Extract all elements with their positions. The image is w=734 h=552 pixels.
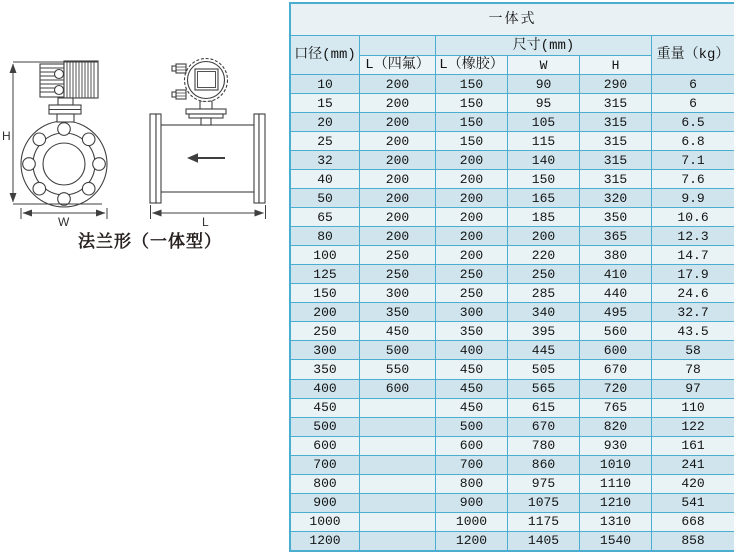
table-cell: 800 [291,474,360,493]
table-cell: 200 [508,227,580,246]
table-cell: 765 [580,398,652,417]
table-cell: 58 [652,341,734,360]
table-cell: 700 [436,455,508,474]
table-cell: 110 [652,398,734,417]
table-cell: 12.3 [652,227,734,246]
table-cell: 600 [436,436,508,455]
table-cell: 150 [436,113,508,132]
table-cell: 200 [360,75,436,94]
spec-table [290,3,734,551]
table-cell: 560 [580,322,652,341]
table-cell [360,493,436,512]
table-row [291,436,734,455]
flowmeter-diagram [0,0,285,260]
table-cell: 200 [360,170,436,189]
table-row [291,170,734,189]
table-cell: 670 [580,360,652,379]
header-diameter: 口径(mm) [291,36,360,75]
table-cell: 161 [652,436,734,455]
table-cell [360,531,436,550]
table-row [291,113,734,132]
table-cell: 505 [508,360,580,379]
table-cell: 600 [580,341,652,360]
table-title: 一体式 [291,4,734,36]
table-cell: 700 [291,455,360,474]
table-row [291,322,734,341]
table-row [291,284,734,303]
table-row [291,151,734,170]
table-cell: 14.7 [652,246,734,265]
table-row [291,360,734,379]
table-cell: 20 [291,113,360,132]
table-cell: 600 [291,436,360,455]
table-cell: 97 [652,379,734,398]
table-cell: 780 [508,436,580,455]
table-cell: 200 [436,189,508,208]
transmitter-head-side [172,59,228,126]
table-cell: 185 [508,208,580,227]
spec-table-body [291,4,734,551]
bolt-holes [23,123,106,206]
table-cell: 1010 [580,455,652,474]
table-cell: 541 [652,493,734,512]
table-cell: 320 [580,189,652,208]
header-l-rubber: L（橡胶） [436,56,508,75]
table-cell: 200 [436,246,508,265]
table-cell: 800 [436,474,508,493]
table-cell: 1000 [291,512,360,531]
table-cell: 975 [508,474,580,493]
table-cell: 1000 [436,512,508,531]
table-row [291,474,734,493]
table-cell: 450 [360,322,436,341]
table-cell: 200 [360,151,436,170]
table-cell: 668 [652,512,734,531]
table-cell: 200 [360,189,436,208]
table-cell: 6 [652,75,734,94]
table-cell: 350 [360,303,436,322]
table-cell: 1540 [580,531,652,550]
table-cell: 350 [291,360,360,379]
transmitter-head-front [40,61,98,122]
table-cell: 200 [360,132,436,151]
table-cell [360,398,436,417]
table-cell [360,474,436,493]
table-cell: 250 [436,265,508,284]
table-cell: 670 [508,417,580,436]
table-cell [360,417,436,436]
table-row [291,493,734,512]
table-cell: 65 [291,208,360,227]
table-cell: 200 [360,227,436,246]
table-cell: 300 [360,284,436,303]
table-cell [360,512,436,531]
front-view [2,61,107,229]
table-cell: 200 [436,151,508,170]
table-row [291,341,734,360]
table-cell: 250 [508,265,580,284]
table-cell: 200 [436,227,508,246]
table-cell: 25 [291,132,360,151]
spec-table-container [289,2,734,552]
table-cell: 7.1 [652,151,734,170]
table-cell: 300 [291,341,360,360]
table-cell: 200 [360,113,436,132]
table-cell: 600 [360,379,436,398]
table-cell: 720 [580,379,652,398]
table-row [291,227,734,246]
h-dimension-label: H [2,129,11,143]
table-cell: 1405 [508,531,580,550]
table-cell: 450 [436,379,508,398]
table-cell: 1210 [580,493,652,512]
table-cell: 350 [580,208,652,227]
table-cell: 165 [508,189,580,208]
table-cell: 24.6 [652,284,734,303]
table-cell: 250 [291,322,360,341]
table-row [291,132,734,151]
table-cell: 95 [508,94,580,113]
table-cell: 615 [508,398,580,417]
table-cell: 1075 [508,493,580,512]
table-cell: 6.5 [652,113,734,132]
table-cell: 32.7 [652,303,734,322]
l-dimension-label: L [202,215,209,229]
table-cell: 125 [291,265,360,284]
table-cell: 450 [436,398,508,417]
header-h: H [580,56,652,75]
w-dimension-label: W [58,215,70,229]
table-cell: 315 [580,132,652,151]
table-cell: 380 [580,246,652,265]
table-cell: 1200 [291,531,360,550]
table-cell: 7.6 [652,170,734,189]
table-cell: 32 [291,151,360,170]
header-size: 尺寸(mm) [436,36,652,56]
table-cell: 290 [580,75,652,94]
header-empty [360,36,436,56]
table-cell: 10 [291,75,360,94]
table-cell: 858 [652,531,734,550]
header-l-ptfe: L（四氟） [360,56,436,75]
table-cell: 80 [291,227,360,246]
table-cell: 500 [436,417,508,436]
table-cell: 200 [436,208,508,227]
table-cell: 78 [652,360,734,379]
table-cell: 1310 [580,512,652,531]
header-weight: 重量（kg） [652,36,734,75]
table-cell: 105 [508,113,580,132]
table-cell: 550 [360,360,436,379]
table-cell: 400 [291,379,360,398]
table-row [291,94,734,113]
table-cell [360,455,436,474]
table-cell: 150 [508,170,580,189]
table-cell: 9.9 [652,189,734,208]
table-cell: 350 [436,322,508,341]
table-cell: 200 [436,170,508,189]
table-row [291,398,734,417]
table-cell: 315 [580,113,652,132]
table-title-row [291,4,734,36]
table-cell: 241 [652,455,734,474]
table-cell: 15 [291,94,360,113]
table-cell: 565 [508,379,580,398]
table-row [291,246,734,265]
table-row [291,379,734,398]
table-cell: 395 [508,322,580,341]
table-cell: 400 [436,341,508,360]
table-cell: 315 [580,151,652,170]
table-cell: 495 [580,303,652,322]
table-cell: 300 [436,303,508,322]
table-cell: 1110 [580,474,652,493]
table-cell: 10.6 [652,208,734,227]
table-cell: 250 [436,284,508,303]
table-cell: 122 [652,417,734,436]
table-cell: 6.8 [652,132,734,151]
table-cell: 250 [360,265,436,284]
side-view [150,59,266,230]
table-row [291,303,734,322]
table-cell: 440 [580,284,652,303]
table-cell: 285 [508,284,580,303]
table-cell: 150 [436,94,508,113]
header-w: W [508,56,580,75]
diagram-caption: 法兰形（一体型） [78,232,222,251]
table-cell: 140 [508,151,580,170]
table-header-row-1 [291,36,734,56]
table-cell: 900 [291,493,360,512]
table-cell: 43.5 [652,322,734,341]
table-row [291,417,734,436]
table-cell: 1200 [436,531,508,550]
table-cell: 820 [580,417,652,436]
table-row [291,208,734,227]
table-cell: 90 [508,75,580,94]
table-cell: 420 [652,474,734,493]
table-cell: 500 [291,417,360,436]
table-cell [360,436,436,455]
table-cell: 200 [360,94,436,113]
table-cell: 150 [436,132,508,151]
table-cell: 150 [291,284,360,303]
table-row [291,189,734,208]
table-cell: 200 [360,208,436,227]
table-row [291,75,734,94]
table-cell: 365 [580,227,652,246]
table-cell: 40 [291,170,360,189]
table-cell: 315 [580,94,652,113]
table-row [291,531,734,550]
table-row [291,265,734,284]
table-cell: 220 [508,246,580,265]
table-cell: 150 [436,75,508,94]
table-cell: 250 [360,246,436,265]
table-cell: 900 [436,493,508,512]
table-cell: 930 [580,436,652,455]
table-cell: 6 [652,94,734,113]
table-cell: 50 [291,189,360,208]
table-cell: 450 [436,360,508,379]
table-cell: 17.9 [652,265,734,284]
table-cell: 450 [291,398,360,417]
table-cell: 445 [508,341,580,360]
table-cell: 340 [508,303,580,322]
table-cell: 500 [360,341,436,360]
table-cell: 1175 [508,512,580,531]
table-row [291,512,734,531]
table-cell: 315 [580,170,652,189]
table-cell: 100 [291,246,360,265]
table-cell: 860 [508,455,580,474]
table-cell: 115 [508,132,580,151]
table-cell: 410 [580,265,652,284]
table-row [291,455,734,474]
table-cell: 200 [291,303,360,322]
